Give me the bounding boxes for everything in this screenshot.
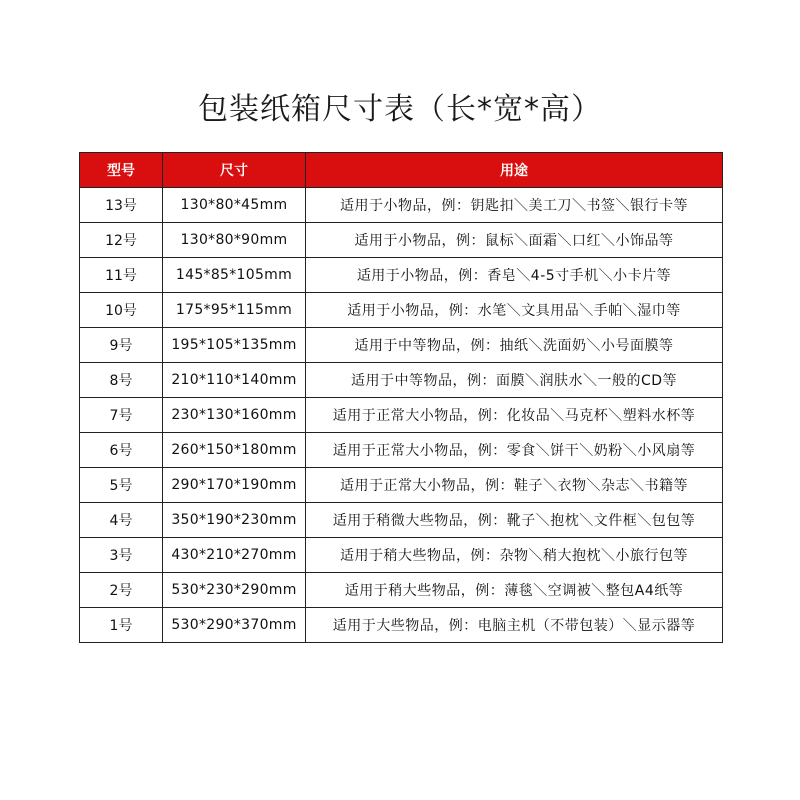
cell-size: 130*80*90mm — [163, 223, 306, 258]
cell-size: 350*190*230mm — [163, 503, 306, 538]
table-row — [80, 293, 723, 328]
cell-size: 260*150*180mm — [163, 433, 306, 468]
cell-model: 9号 — [80, 328, 163, 363]
cell-size: 290*170*190mm — [163, 468, 306, 503]
table-row — [80, 363, 723, 398]
cell-usage: 适用于正常大小物品，例：化妆品＼马克杯＼塑料水杯等 — [306, 398, 723, 433]
cell-size: 175*95*115mm — [163, 293, 306, 328]
cell-usage: 适用于中等物品，例：面膜＼润肤水＼一般的CD等 — [306, 363, 723, 398]
cell-usage: 适用于稍微大些物品，例：靴子＼抱枕＼文件框＼包包等 — [306, 503, 723, 538]
cell-model: 1号 — [80, 608, 163, 643]
cell-model: 2号 — [80, 573, 163, 608]
table-row — [80, 433, 723, 468]
cell-size: 210*110*140mm — [163, 363, 306, 398]
table-row — [80, 223, 723, 258]
cell-model: 12号 — [80, 223, 163, 258]
table-row — [80, 503, 723, 538]
table-row — [80, 188, 723, 223]
cell-usage: 适用于小物品，例：水笔＼文具用品＼手帕＼湿巾等 — [306, 293, 723, 328]
cell-size: 130*80*45mm — [163, 188, 306, 223]
header-size: 尺寸 — [163, 153, 306, 188]
cell-size: 430*210*270mm — [163, 538, 306, 573]
cell-usage: 适用于小物品，例：钥匙扣＼美工刀＼书签＼银行卡等 — [306, 188, 723, 223]
cell-size: 195*105*135mm — [163, 328, 306, 363]
table-row — [80, 468, 723, 503]
cell-model: 8号 — [80, 363, 163, 398]
page-title: 包装纸箱尺寸表（长*宽*高） — [198, 92, 602, 127]
cell-usage: 适用于稍大些物品，例：杂物＼稍大抱枕＼小旅行包等 — [306, 538, 723, 573]
cell-model: 10号 — [80, 293, 163, 328]
table-row — [80, 328, 723, 363]
cell-model: 6号 — [80, 433, 163, 468]
header-model: 型号 — [80, 153, 163, 188]
cell-model: 4号 — [80, 503, 163, 538]
cell-usage: 适用于稍大些物品，例：薄毯＼空调被＼整包A4纸等 — [306, 573, 723, 608]
header-usage: 用途 — [306, 153, 723, 188]
cell-usage: 适用于正常大小物品，例：零食＼饼干＼奶粉＼小风扇等 — [306, 433, 723, 468]
cell-model: 5号 — [80, 468, 163, 503]
table-header-row — [80, 153, 723, 188]
table-row — [80, 573, 723, 608]
cell-size: 230*130*160mm — [163, 398, 306, 433]
cell-size: 530*230*290mm — [163, 573, 306, 608]
table-row — [80, 398, 723, 433]
cell-model: 13号 — [80, 188, 163, 223]
cell-model: 11号 — [80, 258, 163, 293]
cell-size: 145*85*105mm — [163, 258, 306, 293]
table-row — [80, 258, 723, 293]
cell-usage: 适用于小物品，例：鼠标＼面霜＼口红＼小饰品等 — [306, 223, 723, 258]
cell-model: 3号 — [80, 538, 163, 573]
cell-usage: 适用于正常大小物品，例：鞋子＼衣物＼杂志＼书籍等 — [306, 468, 723, 503]
size-table — [79, 152, 723, 643]
table-row — [80, 608, 723, 643]
cell-size: 530*290*370mm — [163, 608, 306, 643]
cell-usage: 适用于中等物品，例：抽纸＼洗面奶＼小号面膜等 — [306, 328, 723, 363]
table-row — [80, 538, 723, 573]
cell-usage: 适用于小物品，例：香皂＼4-5寸手机＼小卡片等 — [306, 258, 723, 293]
cell-model: 7号 — [80, 398, 163, 433]
cell-usage: 适用于大些物品，例：电脑主机（不带包装）＼显示器等 — [306, 608, 723, 643]
